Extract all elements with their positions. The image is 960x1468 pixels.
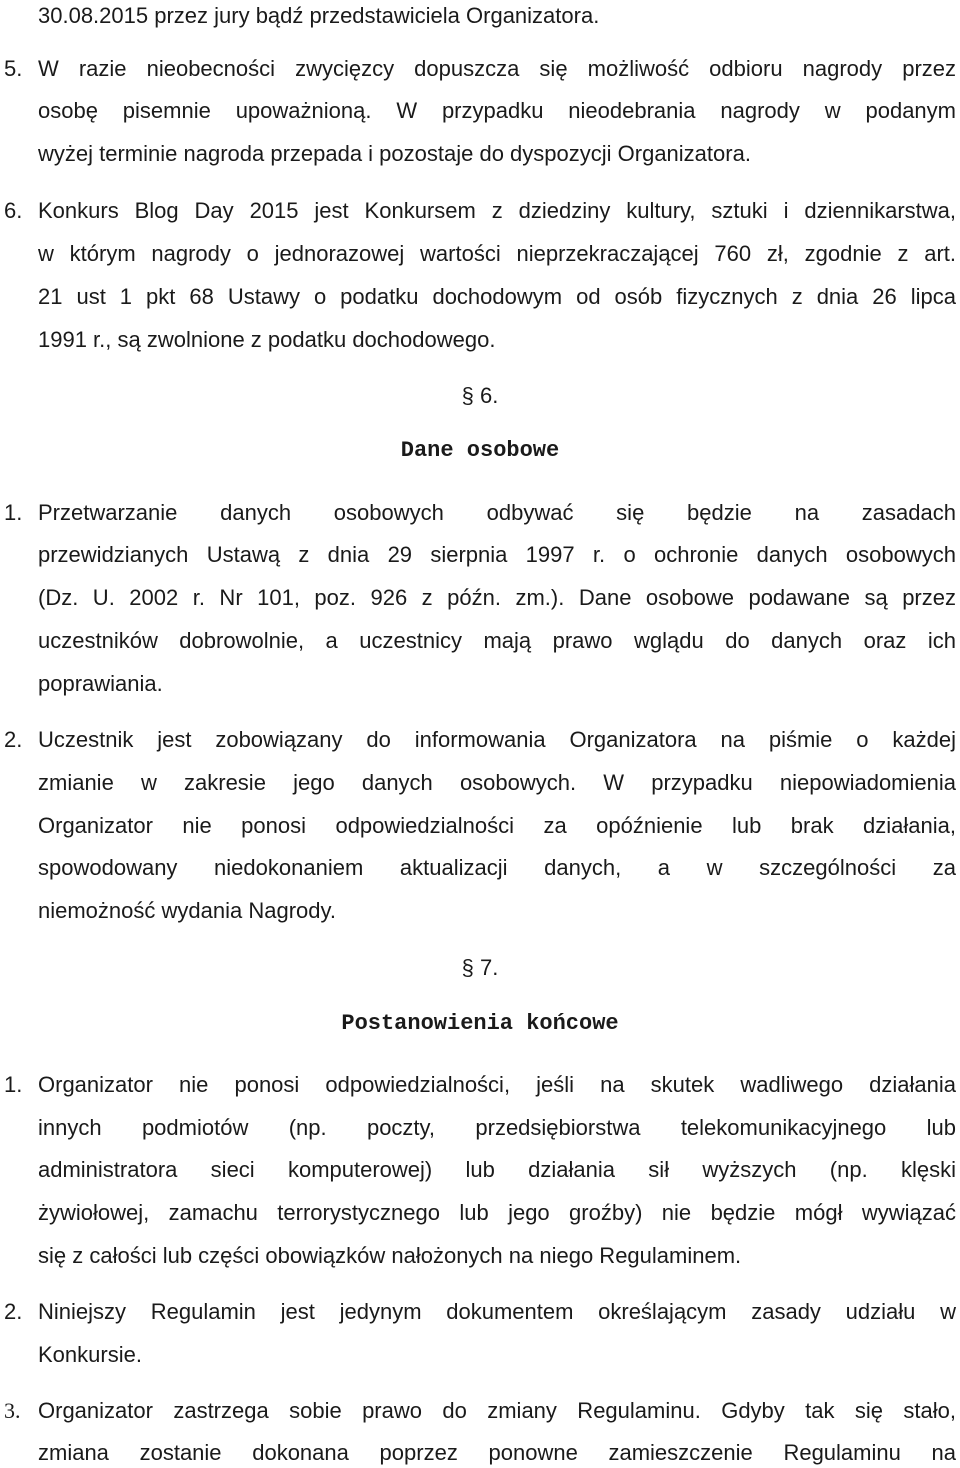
item-line: wyżej terminie nagroda przepada i pozostaje do dyspozycji Organizatora. [38,141,751,166]
item-line: przewidzianych Ustawą z dnia 29 sierpnia 1997 r. o ochronie danych osobowych [38,542,956,567]
item-line: 1991 r., są zwolnione z podatku dochodowego. [38,327,496,352]
item-line: niemożność wydania Nagrody. [38,898,336,923]
item-line: Konkursie. [38,1342,142,1367]
item-line: poprawiania. [38,671,163,696]
item-line: żywiołowej, zamachu terrorystycznego lub jego groźby) nie będzie mógł wywiązać [38,1200,956,1225]
section-number: 6. [480,383,499,408]
item-line: zmianie w zakresie jego danych osobowych. W przypadku niepowiadomienia [38,770,956,795]
item-line: 21 ust 1 pkt 68 Ustawy o podatku dochodowym od osób fizycznych z dnia 26 lipca [38,284,956,309]
item-number: 2. [4,727,23,752]
item-line: się z całości lub części obowiązków nałożonych na niego Regulaminem. [38,1243,742,1268]
item-line: W razie nieobecności zwycięzcy dopuszcza się możliwość odbioru nagrody przez [38,56,956,81]
section-heading: Dane osobowe [400,438,560,463]
item-line: Niniejszy Regulamin jest jedynym dokumentem określającym zasady udziału w [38,1299,956,1324]
item-line: Organizator zastrzega sobie prawo do zmiany Regulaminu. Gdyby tak się stało, [38,1398,956,1423]
item-number: 2. [4,1299,23,1324]
intro-line: 30.08.2015 przez jury bądź przedstawiciela Organizatora. [38,3,600,28]
item-line: Organizator nie ponosi odpowiedzialności, jeśli na skutek wadliwego działania [38,1072,956,1097]
item-number: 3. [4,1398,21,1423]
section-symbol [0,383,960,409]
item-line: osobę pisemnie upoważnioną. W przypadku nieodebrania nagrody w podanym [38,98,956,123]
item-line: (Dz. U. 2002 r. Nr 101, poz. 926 z późn. zm.). Dane osobowe podawane są przez [38,585,956,610]
item-line: w którym nagrody o jednorazowej wartości nieprzekraczającej 760 zł, zgodnie z art. [38,241,956,266]
item-line: Organizator nie ponosi odpowiedzialności za opóźnienie lub brak działania, [38,813,956,838]
section-number: 7. [480,955,499,980]
item-number: 1. [4,500,23,525]
item-number: 1. [4,1072,23,1097]
item-line: Przetwarzanie danych osobowych odbywać się będzie na zasadach [38,500,956,525]
item-number: 6. [4,198,23,223]
item-line: Konkurs Blog Day 2015 jest Konkursem z dziedziny kultury, sztuki i dziennikarstwa, [38,198,956,223]
item-line: spowodowany niedokonaniem aktualizacji danych, a w szczególności za [38,855,956,880]
item-number: 5. [4,56,23,81]
section-heading: Postanowienia końcowe [341,1011,619,1036]
item-line: innych podmiotów (np. poczty, przedsiębiorstwa telekomunikacyjnego lub [38,1115,956,1140]
paragraph-sign-icon: § [461,383,480,408]
item-line: Uczestnik jest zobowiązany do informowania Organizatora na piśmie o każdej [38,727,956,752]
item-line: uczestników dobrowolnie, a uczestnicy mają prawo wglądu do danych oraz ich [38,628,956,653]
item-line: administratora sieci komputerowej) lub działania sił wyższych (np. klęski [38,1157,956,1182]
item-line: zmiana zostanie dokonana poprzez ponowne zamieszczenie Regulaminu na [38,1440,956,1465]
section-symbol [0,955,960,981]
paragraph-sign-icon: § [461,955,480,980]
